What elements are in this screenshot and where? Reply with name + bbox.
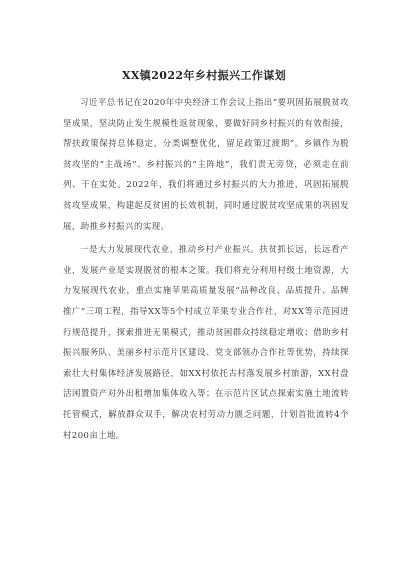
paragraph-industry: 一是大力发展现代农业，推动乡村产业振兴。扶贫抓长远，长远看产业，发展产业是实现脱贫的根本之策。我们将充分利用村级土地资源，大力发展现代农业，重点实施苹果高质量发展“品种改良、品质提升、品牌推广”三项工程，指导XX等5个村成立苹果专业合作社，对XX等示范园进行规范提升，探索推进无果模式，推动贫困群众持续稳定增收；借助乡村振兴服务队、美丽乡村示范片区建设、党支部领办合作社等优势，持续探索壮大村集体经济发展路径，如XX村依托古村落发展乡村旅游，XX村盘活闲置资产对外出租增加集体收入等；在示范片区试点探索实施土地流转托管模式，解放群众双手，解决农村劳动力匮乏问题，计划首批流转4个村200亩土地。 <box>63 244 349 440</box>
document-body <box>63 92 349 445</box>
document-title: XX镇2022年乡村振兴工作谋划 <box>121 69 287 82</box>
paragraph-intro: 习近平总书记在2020年中央经济工作会议上指出“要巩固拓展脱贫攻坚成果，坚决防止发生规模性返贫现象，要做好同乡村振兴的有效衔接，帮扶政策保持总体稳定，分类调整优化，留足政策过渡期”。乡镇作为脱贫攻坚的“主战场”、乡村振兴的“主阵地”，我们责无旁贷，必须走在前列、干在实处。2022年，我们将通过乡村振兴的大力推进，巩固拓展脱贫攻坚成果，构建起反贫困的长效机制，同时通过脱贫攻坚成果的巩固发展，助推乡村振兴的实现。 <box>63 97 349 231</box>
